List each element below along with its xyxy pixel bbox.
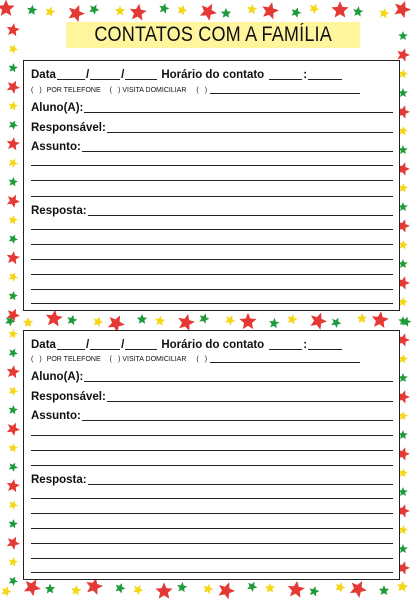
star-icon xyxy=(225,315,235,325)
star-icon xyxy=(9,329,18,338)
time-colon: : xyxy=(303,339,308,351)
resposta-line[interactable] xyxy=(31,513,393,514)
aluno-label: Aluno(A): xyxy=(31,102,84,114)
day-field[interactable] xyxy=(57,79,85,80)
assunto-line[interactable] xyxy=(31,465,393,466)
resposta-line[interactable] xyxy=(31,289,393,290)
star-icon xyxy=(115,583,125,593)
hour-field[interactable] xyxy=(269,349,302,350)
date-time-row xyxy=(31,339,393,351)
resposta-row xyxy=(31,474,393,486)
contact-type-row xyxy=(31,86,393,95)
assunto-line[interactable] xyxy=(31,165,393,166)
responsavel-row xyxy=(31,122,393,134)
year-field[interactable] xyxy=(125,79,157,80)
time-colon: : xyxy=(303,69,308,81)
checkbox-open[interactable]: ( xyxy=(196,356,199,363)
star-icon xyxy=(262,2,279,19)
star-icon xyxy=(9,159,18,168)
star-icon xyxy=(7,423,20,436)
checkbox-close[interactable]: ) xyxy=(117,356,121,363)
star-icon xyxy=(7,81,20,94)
star-icon xyxy=(395,1,412,18)
star-icon xyxy=(71,585,81,595)
star-icon xyxy=(178,314,195,331)
star-icon xyxy=(9,63,18,72)
star-icon xyxy=(9,557,18,566)
star-icon xyxy=(9,235,18,244)
star-icon xyxy=(155,316,165,326)
star-icon xyxy=(177,582,187,592)
resposta-line[interactable] xyxy=(31,558,393,559)
star-icon xyxy=(309,4,319,14)
contact-type-row xyxy=(31,355,393,364)
other-type-field[interactable] xyxy=(210,93,360,94)
por-telefone-label: POR TELEFONE xyxy=(46,87,101,94)
visita-label: VISITA DOMICILIAR xyxy=(122,87,187,94)
star-icon xyxy=(331,318,341,328)
assunto-line[interactable] xyxy=(31,196,393,197)
star-icon xyxy=(398,31,408,40)
resposta-line[interactable] xyxy=(31,259,393,260)
star-icon xyxy=(9,519,18,528)
contact-form-top xyxy=(23,60,400,311)
aluno-row xyxy=(31,102,393,114)
responsavel-field[interactable] xyxy=(107,132,393,133)
star-icon xyxy=(9,291,18,300)
star-icon xyxy=(199,314,209,324)
date-slash: / xyxy=(121,339,125,351)
day-field[interactable] xyxy=(57,349,85,350)
star-icon xyxy=(379,585,389,595)
year-field[interactable] xyxy=(125,349,157,350)
star-icon xyxy=(67,315,77,325)
star-icon xyxy=(9,501,18,510)
star-icon xyxy=(200,4,217,21)
date-slash: / xyxy=(85,339,90,351)
star-icon xyxy=(288,581,305,598)
assunto-line[interactable] xyxy=(31,450,393,451)
resposta-field[interactable] xyxy=(88,484,393,485)
star-icon xyxy=(24,579,41,596)
checkbox-open[interactable]: ( xyxy=(109,356,112,363)
star-icon xyxy=(7,137,20,150)
star-icon xyxy=(9,215,18,224)
star-icon xyxy=(265,583,275,593)
star-icon xyxy=(7,479,20,492)
resposta-row xyxy=(31,205,393,217)
star-icon xyxy=(379,8,389,18)
star-icon xyxy=(7,23,20,36)
star-icon xyxy=(9,121,18,130)
minute-field[interactable] xyxy=(308,349,342,350)
star-icon xyxy=(7,537,20,550)
page-title: CONTATOS COM A FAMÍLIA xyxy=(94,23,332,46)
star-icon xyxy=(203,584,213,594)
resposta-label: Resposta: xyxy=(31,205,87,217)
checkbox-open[interactable]: ( xyxy=(31,87,34,94)
data-label: Data xyxy=(31,69,56,81)
star-icon xyxy=(247,4,257,14)
star-icon xyxy=(7,195,20,208)
checkbox-open[interactable]: ( xyxy=(31,356,34,363)
resposta-label: Resposta: xyxy=(31,474,87,486)
star-icon xyxy=(93,317,103,327)
date-slash: / xyxy=(121,69,125,81)
contact-form-bottom xyxy=(23,330,400,580)
checkbox-close[interactable]: ) xyxy=(39,356,42,363)
aluno-field[interactable] xyxy=(84,381,393,382)
assunto-line[interactable] xyxy=(31,180,393,181)
star-icon xyxy=(130,4,147,21)
star-icon xyxy=(7,251,20,264)
por-telefone-label: POR TELEFONE xyxy=(46,356,101,363)
responsavel-field[interactable] xyxy=(107,401,393,402)
hour-field[interactable] xyxy=(269,79,302,80)
date-slash: / xyxy=(85,69,90,81)
star-icon xyxy=(89,5,99,15)
month-field[interactable] xyxy=(90,79,120,80)
star-icon xyxy=(353,6,363,16)
star-icon xyxy=(9,577,18,586)
star-icon xyxy=(69,5,86,22)
star-icon xyxy=(9,387,18,396)
assunto-line[interactable] xyxy=(31,435,393,436)
star-icon xyxy=(9,443,18,452)
responsavel-row xyxy=(31,391,393,403)
horario-label: Horário do contato xyxy=(161,69,265,81)
resposta-line[interactable] xyxy=(31,498,393,499)
star-icon xyxy=(9,349,18,358)
resposta-line[interactable] xyxy=(31,528,393,529)
star-icon xyxy=(350,581,367,598)
assunto-label: Assunto: xyxy=(31,410,81,422)
aluno-row xyxy=(31,371,393,383)
star-icon xyxy=(331,1,348,17)
checkbox-open[interactable]: ( xyxy=(109,87,112,94)
resposta-line[interactable] xyxy=(31,303,393,304)
checkbox-open[interactable]: ( xyxy=(196,87,199,94)
star-icon xyxy=(45,7,55,17)
data-label: Data xyxy=(31,339,56,351)
resposta-line[interactable] xyxy=(31,229,393,230)
star-icon xyxy=(1,586,11,596)
star-icon xyxy=(0,0,15,16)
star-icon xyxy=(219,582,236,599)
star-icon xyxy=(291,8,301,18)
minute-field[interactable] xyxy=(308,79,342,80)
star-icon xyxy=(9,463,18,472)
assunto-row xyxy=(31,141,393,153)
responsavel-label: Responsável: xyxy=(31,391,106,403)
star-icon xyxy=(357,313,367,323)
resposta-field[interactable] xyxy=(88,215,393,216)
date-time-row xyxy=(31,69,393,81)
star-icon xyxy=(86,578,103,595)
star-icon xyxy=(221,8,231,18)
star-icon xyxy=(311,313,328,330)
star-icon xyxy=(335,582,345,592)
assunto-row xyxy=(31,410,393,422)
star-icon xyxy=(309,586,319,596)
star-icon xyxy=(137,314,147,324)
star-icon xyxy=(27,5,37,15)
star-icon xyxy=(23,317,33,327)
star-icon xyxy=(247,582,257,592)
aluno-field[interactable] xyxy=(84,112,393,113)
star-icon xyxy=(159,3,169,13)
visita-label: VISITA DOMICILIAR xyxy=(122,356,187,363)
star-icon xyxy=(287,314,297,324)
star-icon xyxy=(7,365,20,378)
star-icon xyxy=(133,585,143,595)
resposta-line[interactable] xyxy=(31,274,393,275)
star-icon xyxy=(115,6,125,16)
page-title-box xyxy=(66,22,360,48)
assunto-field[interactable] xyxy=(82,420,393,421)
resposta-line[interactable] xyxy=(31,543,393,544)
star-icon xyxy=(9,101,18,110)
star-icon xyxy=(269,318,279,328)
star-icon xyxy=(239,313,256,329)
star-icon xyxy=(9,273,18,282)
checkbox-close[interactable]: ) xyxy=(117,87,121,94)
checkbox-close[interactable]: ) xyxy=(39,87,42,94)
other-type-field[interactable] xyxy=(210,362,360,363)
assunto-field[interactable] xyxy=(82,151,393,152)
assunto-label: Assunto: xyxy=(31,141,81,153)
horario-label: Horário do contato xyxy=(161,339,265,351)
star-icon xyxy=(177,5,187,15)
star-icon xyxy=(9,405,18,414)
resposta-line[interactable] xyxy=(31,572,393,573)
star-icon xyxy=(372,311,389,328)
star-icon xyxy=(9,45,18,54)
star-icon xyxy=(9,177,18,186)
responsavel-label: Responsável: xyxy=(31,122,106,134)
checkbox-close[interactable]: ) xyxy=(204,356,208,363)
star-icon xyxy=(45,584,55,594)
star-icon xyxy=(155,582,172,598)
checkbox-close[interactable]: ) xyxy=(204,87,208,94)
month-field[interactable] xyxy=(90,349,120,350)
resposta-line[interactable] xyxy=(31,244,393,245)
aluno-label: Aluno(A): xyxy=(31,371,84,383)
star-icon xyxy=(46,310,63,327)
